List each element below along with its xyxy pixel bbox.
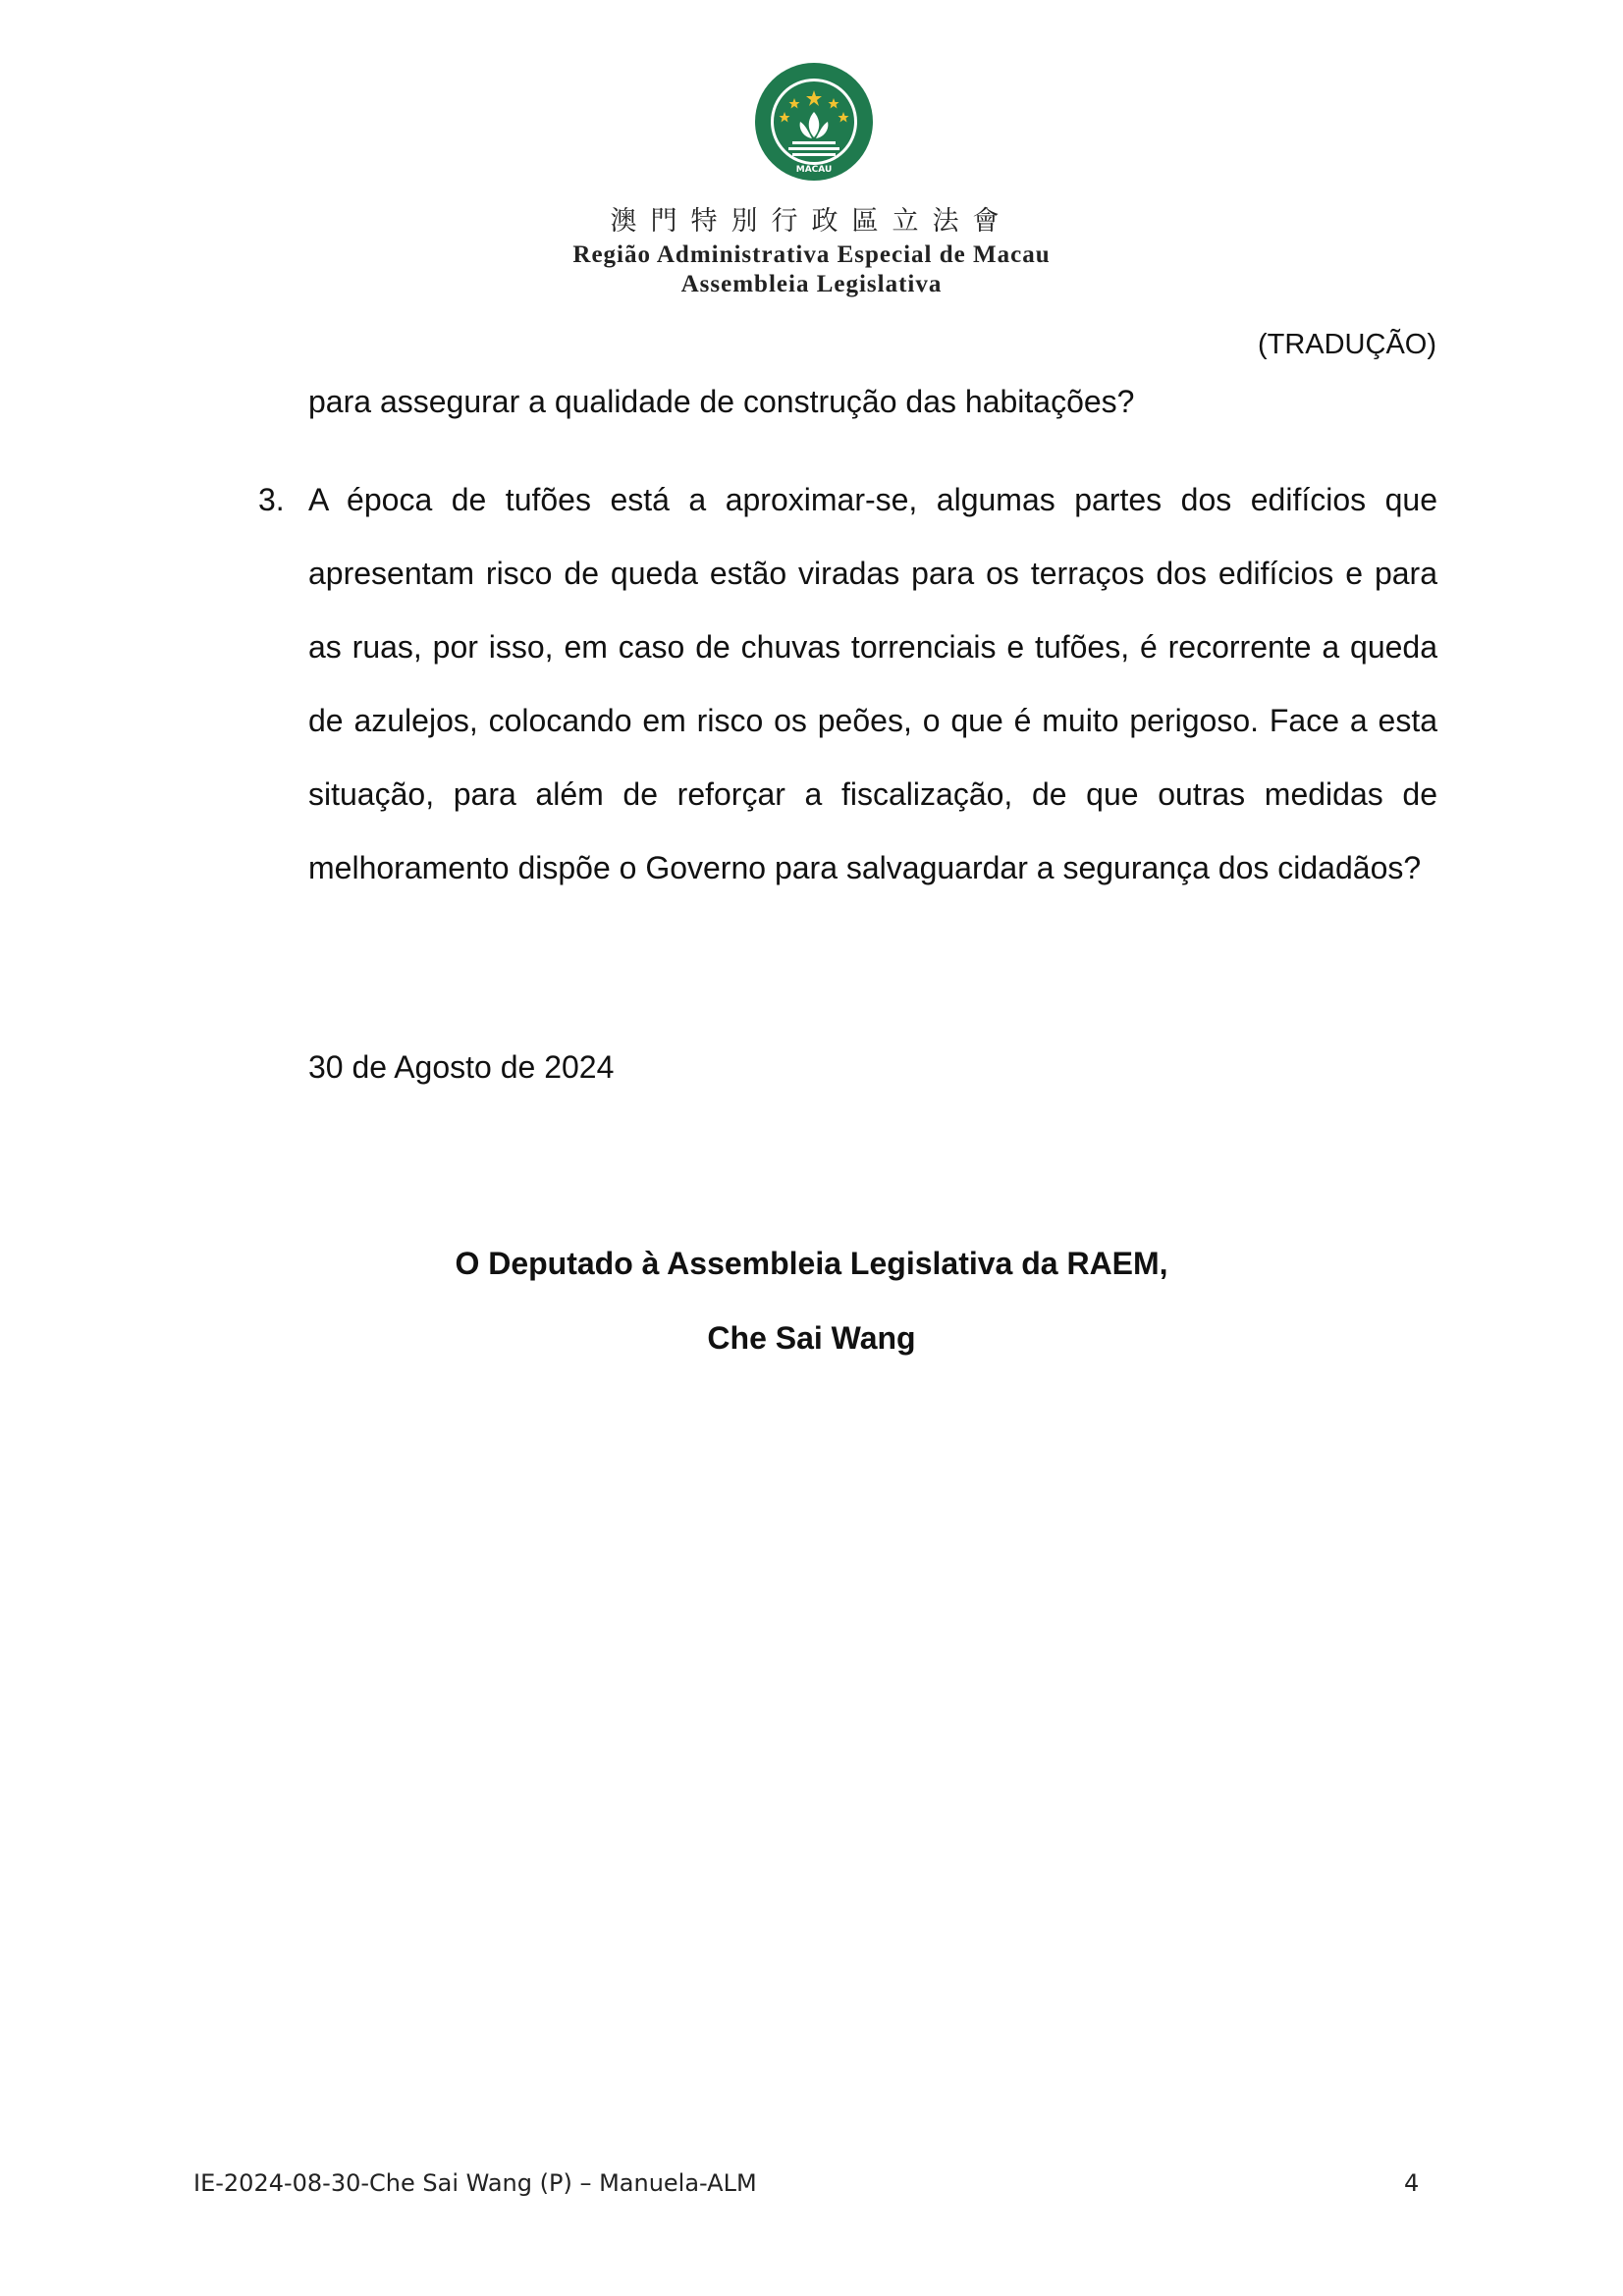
assembly-name: Assembleia Legislativa bbox=[680, 271, 943, 297]
translation-mark: (TRADUÇÃO) bbox=[1257, 329, 1436, 360]
signatory-name: Che Sai Wang bbox=[707, 1320, 916, 1356]
item-text: A época de tufões está a aproximar-se, algumas partes dos edifícios que apresentam risco de queda estão viradas para os terraços dos edifícios e para as ruas, por isso, em caso de chuvas torrenciais e tufões, é recorrente a queda de azulejos, colocando em risco os peões, o que é muito perigoso. Face a esta situação, para além de reforçar a fiscalização, de que outras medidas de melhoramento dispõe o Governo para salvaguardar a segurança dos cidadãos? bbox=[308, 482, 1437, 885]
signatory-title: O Deputado à Assembleia Legislativa da RAEM, bbox=[455, 1246, 1168, 1281]
emblem-text: MACAU bbox=[795, 165, 833, 175]
question-item-3 bbox=[258, 463, 1437, 905]
item-number: 3. bbox=[258, 482, 285, 517]
assembly-chinese-title: 澳門特別行政區立法會 bbox=[610, 206, 1013, 237]
macau-emblem-icon bbox=[753, 61, 875, 183]
region-name: Região Administrativa Especial de Macau bbox=[572, 241, 1051, 268]
page-number: 4 bbox=[1404, 2169, 1420, 2197]
document-date: 30 de Agosto de 2024 bbox=[308, 1049, 615, 1085]
continuation-paragraph: para assegurar a qualidade de construção das habitações? bbox=[308, 384, 1135, 419]
footer-reference: IE-2024-08-30-Che Sai Wang (P) – Manuela-ALM bbox=[193, 2169, 757, 2197]
